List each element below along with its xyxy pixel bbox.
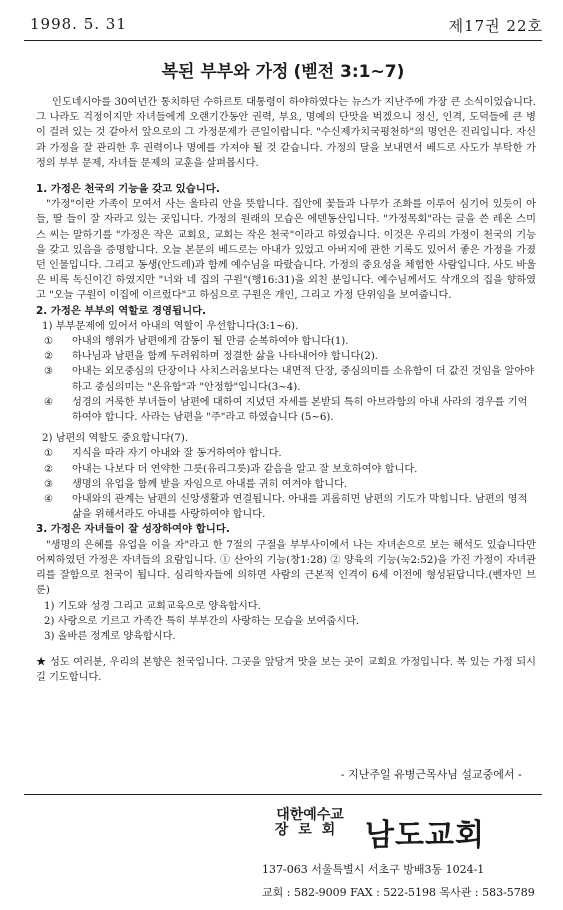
section-1-paragraph: "가정"이란 가족이 모여서 사는 울타리 안을 뜻합니다. 집안에 꽃들과 나무가 조화를 이루어 심기어 있듯이 아들, 딸 들이 잘 자라고 있는 곳입니다. 가정의 원래의 모습은 에덴동산입니다. "가정목회"라는 글을 쓴 레온 스미스 씨는 말하기를 "가정은 작은 교회요, 교회는 작은 천국"이라고 하였습니다. 이것은 우리의 가정이 천국의 기능을 갖고 있음을 증명합니다. 오늘 본문의 베드로는 아내가 있었고 아버지에 관한 기록도 있어서 좋은 가정을 가졌던 인물입니다. 그리고 동생(안드레)과 함께 예수님을 따랐습니다. 가정의 중요성을 체험한 사람입니다. 사도 바울은 비록 독신이긴 하였지만 "너와 네 집의 구원"(행16:31)을 외친 분입니다. 예수님께서도 삭개오의 집을 향하였고 "오늘 구원이 이집에 이르렀다"고 하심으로 구원은 개인, 그리고 가정 단위임을 보여줍니다. bbox=[36, 199, 536, 302]
section-3-heading: 3. 가정은 자녀들이 잘 성장하여야 합니다. bbox=[36, 523, 230, 536]
issue-number: 제17권 22호 bbox=[448, 17, 543, 35]
scripture-reference: (벧전 3:1~7) bbox=[293, 62, 405, 82]
wife-point: ① 아내의 행위가 남편에게 감동이 될 만큼 순복하여야 합니다(1). bbox=[44, 336, 349, 348]
closing-prayer: ★ 성도 여러분, 우리의 본향은 천국입니다. 그곳을 앞당겨 맛을 보는 곳이 교회요 가정입니다. 복 있는 가정 되시길 기도합니다. bbox=[36, 657, 536, 684]
section-2-heading: 2. 가정은 부부의 역할로 경영됩니다. bbox=[36, 304, 207, 317]
intro-paragraph: 인도네시아를 30여년간 통치하던 수하르토 대통령이 하야하였다는 뉴스가 지난주에 가장 큰 소식이었습니다. 그 나라도 걱정이지만 자녀들에게 오랜기간동안 권력, 부요, 명예의 단맛을 벅겠으니 정신, 인격, 도덕들에 큰 병이 걸려 있는 것 같아서 앞으로의 그 가정문제가 큰일이랍니다. "수신제가치국평천하"의 명언은 진리입니다. 자신과 가정을 잘 관리한 후 권력이나 명예를 가져야 될 것 같습니다. 가정의 달을 보내면서 베드로 사도가 부탁한 가정의 부부 문제, 자녀들 문제의 교훈을 살펴봅시다. bbox=[36, 97, 536, 169]
husband-point: ③ 생명의 유업을 함께 받을 자임으로 아내를 귀히 여겨야 합니다. bbox=[44, 478, 348, 490]
denomination-label: 대한예수교 장로회 bbox=[274, 807, 346, 838]
child-rearing-item: 2) 사랑으로 기르고 가족간 특히 부부간의 사랑하는 모습을 보여줍시다. bbox=[44, 615, 360, 627]
wife-point: ③ 아내는 외모중심의 단장이나 사치스러움보다는 내면적 단장, 중심의미를 소유함이 더 값진 것임을 알아야 하고 중심의미는 "온유함"과 "안정함"입니다(3~4). bbox=[44, 366, 535, 393]
section-2-subheading-wife: 1) 부부문제에 있어서 아내의 역할이 우선합니다(3:1~6). bbox=[42, 320, 299, 332]
child-rearing-item: 1) 기도와 성경 그리고 교회교육으로 양육합시다. bbox=[44, 600, 261, 612]
wife-point: ② 하나님과 남편을 함께 두려워하며 정결한 삶을 나타내어야 합니다(2). bbox=[44, 351, 379, 363]
church-name: 남도교회 bbox=[365, 818, 485, 853]
sermon-title-block bbox=[24, 57, 542, 82]
wife-point: ④ 성경의 거룩한 부녀들이 남편에 대하여 지녔던 자세를 본받되 특히 아브라함의 아내 사라의 경우를 기억하여야 합니다. 사라는 남편을 "주"라고 하였습니다 (5~6). bbox=[44, 396, 528, 424]
church-footer bbox=[0, 808, 563, 908]
sermon-attribution: - 지난주일 유병근목사님 설교중에서 - bbox=[340, 768, 522, 781]
church-contact: 교회 : 582-9009 FAX : 522-5198 목사관 : 583-5789 bbox=[262, 886, 535, 899]
sermon-title: 복된 부부와 가정 bbox=[161, 62, 289, 82]
issue-date: 1998. 5. 31 bbox=[30, 15, 127, 33]
section-3-paragraph: "생명의 은혜를 유업을 이을 자"라고 한 7절의 구절을 부부사이에서 나는 자녀손으로 보는 해석도 있습니다만 어찌하였던 가정은 자녀들의 요람입니다. ① 산아의 기능(창1:28) ② 양육의 기능(눅2:52)을 가진 가정이 자녀관리를 잘함으로 천국이 됩니다. 심리학자들에 의하면 사람의 근본적 인격이 6세 이전에 형성된답니다.(벤자민 브룬) bbox=[36, 539, 536, 597]
husband-point: ④ 아내와의 관계는 남편의 신앙생활과 연결됩니다. 아내를 괴롭히면 남편의 기도가 막힙니다. 남편의 영적 삶을 위해서라도 아내를 사랑하여야 합니다. bbox=[44, 494, 528, 521]
bulletin-header bbox=[30, 15, 543, 35]
husband-point: ① 지식을 따라 자기 아내와 잘 동거하여야 합니다. bbox=[44, 448, 282, 460]
church-address: 137-063 서울특별시 서초구 방배3동 1024-1 bbox=[262, 863, 485, 876]
header-rule bbox=[24, 40, 542, 41]
footer-rule bbox=[24, 794, 542, 795]
husband-point: ② 아내는 나보다 더 연약한 그릇(유리그릇)과 같음을 알고 잘 보호하여야 합니다. bbox=[44, 463, 418, 475]
child-rearing-item: 3) 올바른 정계로 양육합시다. bbox=[44, 630, 176, 642]
section-1-heading: 1. 가정은 천국의 기능을 갖고 있습니다. bbox=[36, 183, 220, 196]
sermon-body bbox=[36, 95, 536, 686]
section-2-subheading-husband: 2) 남편의 역할도 중요합니다(7). bbox=[42, 433, 189, 445]
